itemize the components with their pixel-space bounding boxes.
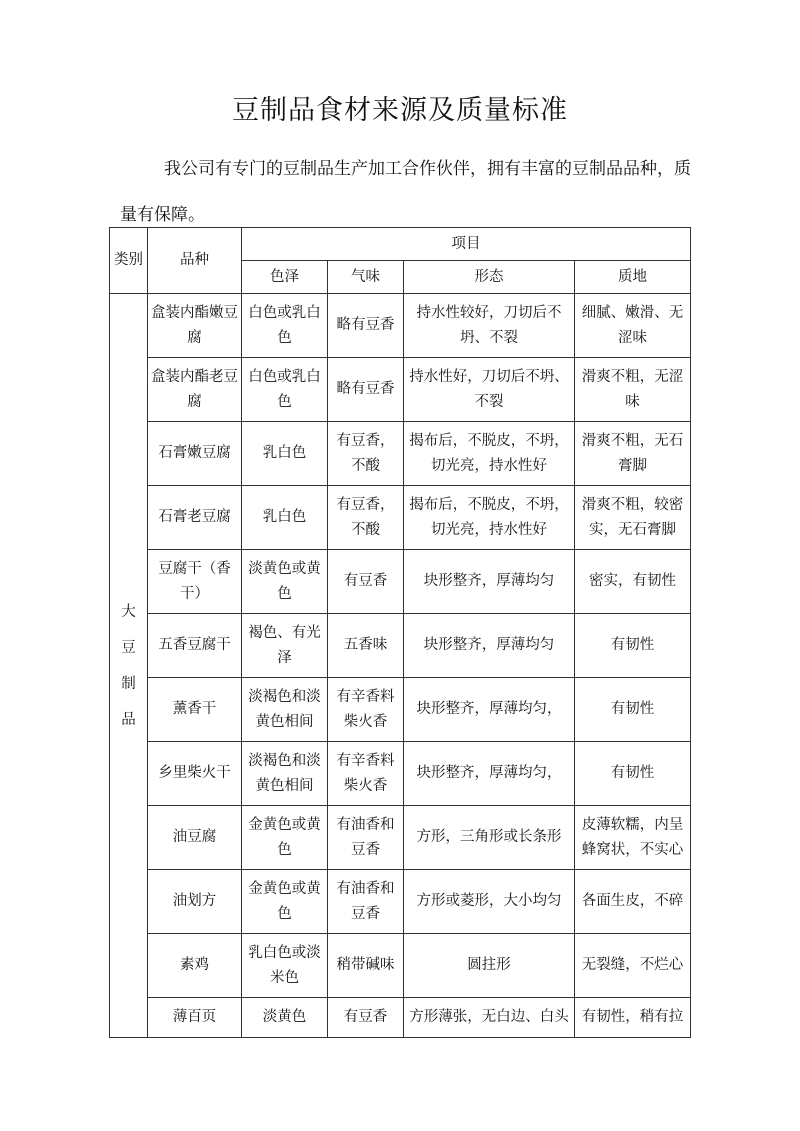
cell-variety: 薄百页 bbox=[148, 998, 242, 1038]
table-row bbox=[110, 934, 691, 998]
cell-color: 乳白色或淡米色 bbox=[242, 934, 328, 998]
cell-smell: 有辛香料柴火香 bbox=[328, 742, 404, 806]
cell-smell: 略有豆香 bbox=[328, 358, 404, 422]
category-char: 大 bbox=[121, 603, 136, 620]
header-variety: 品种 bbox=[148, 228, 242, 294]
cell-form: 方形薄张，无白边、白头 bbox=[404, 998, 575, 1038]
cell-form: 持水性较好，刀切后不坍、不裂 bbox=[404, 294, 575, 358]
cell-color: 淡褐色和淡黄色相间 bbox=[242, 742, 328, 806]
cell-texture: 细腻、嫩滑、无涩味 bbox=[575, 294, 691, 358]
cell-smell: 有油香和豆香 bbox=[328, 806, 404, 870]
table-row bbox=[110, 614, 691, 678]
cell-form: 圆拄形 bbox=[404, 934, 575, 998]
cell-variety: 盒装内酯嫩豆腐 bbox=[148, 294, 242, 358]
cell-color: 金黄色或黄色 bbox=[242, 806, 328, 870]
table-body bbox=[110, 294, 691, 1038]
cell-variety: 油划方 bbox=[148, 870, 242, 934]
cell-smell: 有豆香，不酸 bbox=[328, 486, 404, 550]
cell-variety: 石膏嫩豆腐 bbox=[148, 422, 242, 486]
cell-variety: 乡里柴火干 bbox=[148, 742, 242, 806]
category-cell bbox=[110, 294, 148, 1038]
category-char: 豆 bbox=[121, 639, 136, 656]
cell-smell: 有豆香，不酸 bbox=[328, 422, 404, 486]
cell-texture: 滑爽不粗，无石膏脚 bbox=[575, 422, 691, 486]
cell-smell: 略有豆香 bbox=[328, 294, 404, 358]
cell-texture: 有韧性 bbox=[575, 614, 691, 678]
cell-smell: 有油香和豆香 bbox=[328, 870, 404, 934]
cell-texture: 有韧性 bbox=[575, 678, 691, 742]
cell-form: 块形整齐，厚薄均匀， bbox=[404, 678, 575, 742]
cell-texture: 密实，有韧性 bbox=[575, 550, 691, 614]
cell-variety: 盒装内酯老豆腐 bbox=[148, 358, 242, 422]
table-row bbox=[110, 294, 691, 358]
quality-standard-table bbox=[109, 227, 691, 1038]
table-row bbox=[110, 998, 691, 1038]
category-char: 制 bbox=[121, 675, 136, 692]
header-color: 色泽 bbox=[242, 261, 328, 294]
intro-paragraph: 我公司有专门的豆制品生产加工合作伙伴，拥有丰富的豆制品品种，质量有保障。 bbox=[120, 159, 691, 225]
cell-smell: 有辛香料柴火香 bbox=[328, 678, 404, 742]
cell-texture: 滑爽不粗，较密实，无石膏脚 bbox=[575, 486, 691, 550]
header-row-1 bbox=[110, 228, 691, 261]
cell-variety: 五香豆腐干 bbox=[148, 614, 242, 678]
cell-texture: 各面生皮，不碎 bbox=[575, 870, 691, 934]
cell-color: 淡褐色和淡黄色相间 bbox=[242, 678, 328, 742]
table-row bbox=[110, 486, 691, 550]
cell-smell: 有豆香 bbox=[328, 998, 404, 1038]
cell-form: 块形整齐，厚薄均匀 bbox=[404, 550, 575, 614]
cell-variety: 石膏老豆腐 bbox=[148, 486, 242, 550]
cell-form: 持水性好，刀切后不坍、不裂 bbox=[404, 358, 575, 422]
cell-texture: 无裂缝，不烂心 bbox=[575, 934, 691, 998]
cell-form: 揭布后，不脱皮，不坍，切光亮，持水性好 bbox=[404, 422, 575, 486]
document-title: 豆制品食材来源及质量标准 bbox=[232, 95, 568, 126]
cell-variety: 豆腐干（香干） bbox=[148, 550, 242, 614]
table-row bbox=[110, 358, 691, 422]
cell-variety: 素鸡 bbox=[148, 934, 242, 998]
cell-texture: 滑爽不粗，无涩味 bbox=[575, 358, 691, 422]
header-form: 形态 bbox=[404, 261, 575, 294]
cell-smell: 五香味 bbox=[328, 614, 404, 678]
table-row bbox=[110, 806, 691, 870]
table-row bbox=[110, 422, 691, 486]
cell-color: 乳白色 bbox=[242, 486, 328, 550]
table-row bbox=[110, 870, 691, 934]
cell-color: 白色或乳白色 bbox=[242, 294, 328, 358]
table-row bbox=[110, 550, 691, 614]
header-smell: 气味 bbox=[328, 261, 404, 294]
header-category: 类别 bbox=[110, 228, 148, 294]
cell-texture: 有韧性 bbox=[575, 742, 691, 806]
cell-form: 方形或菱形，大小均匀 bbox=[404, 870, 575, 934]
table-row bbox=[110, 678, 691, 742]
header-texture: 质地 bbox=[575, 261, 691, 294]
cell-color: 白色或乳白色 bbox=[242, 358, 328, 422]
cell-color: 淡黄色或黄色 bbox=[242, 550, 328, 614]
cell-color: 乳白色 bbox=[242, 422, 328, 486]
cell-texture: 有韧性，稍有拉 bbox=[575, 998, 691, 1038]
cell-color: 金黄色或黄色 bbox=[242, 870, 328, 934]
cell-variety: 薰香干 bbox=[148, 678, 242, 742]
cell-form: 揭布后，不脱皮，不坍，切光亮，持水性好 bbox=[404, 486, 575, 550]
category-char: 品 bbox=[121, 711, 136, 728]
cell-variety: 油豆腐 bbox=[148, 806, 242, 870]
table-row bbox=[110, 742, 691, 806]
cell-form: 方形，三角形或长条形 bbox=[404, 806, 575, 870]
cell-color: 褐色、有光泽 bbox=[242, 614, 328, 678]
cell-form: 块形整齐，厚薄均匀， bbox=[404, 742, 575, 806]
cell-texture: 皮薄软糯，内呈蜂窝状，不实心 bbox=[575, 806, 691, 870]
cell-smell: 有豆香 bbox=[328, 550, 404, 614]
cell-form: 块形整齐，厚薄均匀 bbox=[404, 614, 575, 678]
header-item-group: 项目 bbox=[242, 228, 691, 261]
cell-smell: 稍带碱味 bbox=[328, 934, 404, 998]
cell-color: 淡黄色 bbox=[242, 998, 328, 1038]
